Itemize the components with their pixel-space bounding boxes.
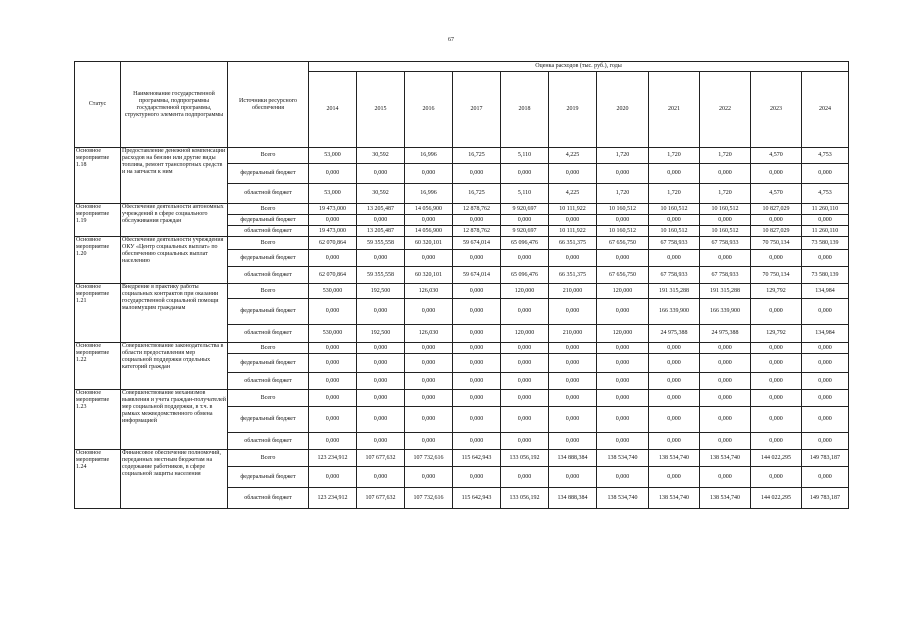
value-cell: 126,030 xyxy=(405,284,453,299)
value-cell: 5,110 xyxy=(501,148,549,164)
row-source: областной бюджет xyxy=(228,267,309,284)
value-cell: 115 642,943 xyxy=(453,488,501,509)
value-cell: 59 674,014 xyxy=(453,237,501,250)
value-cell: 0,000 xyxy=(751,433,802,450)
value-cell: 73 580,139 xyxy=(802,267,849,284)
row-source: областной бюджет xyxy=(228,488,309,509)
value-cell: 0,000 xyxy=(700,433,751,450)
value-cell: 0,000 xyxy=(357,299,405,325)
value-cell: 210,000 xyxy=(549,325,597,343)
header-year: 2018 xyxy=(501,72,549,148)
value-cell: 0,000 xyxy=(597,343,649,354)
value-cell: 0,000 xyxy=(453,354,501,373)
value-cell: 530,000 xyxy=(309,284,357,299)
table-row xyxy=(75,237,849,250)
header-year: 2016 xyxy=(405,72,453,148)
value-cell: 0,000 xyxy=(309,343,357,354)
value-cell: 0,000 xyxy=(700,390,751,407)
value-cell: 0,000 xyxy=(357,250,405,267)
row-name: Внедрение в практику работы социальных контрактов при оказании государственной социальной помощи малоимущим гражданам xyxy=(121,284,228,343)
value-cell: 12 878,762 xyxy=(453,204,501,215)
value-cell: 53,000 xyxy=(309,184,357,204)
row-status: Основное мероприятие 1.22 xyxy=(75,343,121,390)
row-name: Совершенствование механизмов выявления и учета граждан-получателей мер социальной поддержки, в т.ч. в рамках межведомственного обмена информацией xyxy=(121,390,228,450)
value-cell: 13 205,487 xyxy=(357,204,405,215)
value-cell: 0,000 xyxy=(453,467,501,488)
value-cell: 14 056,900 xyxy=(405,226,453,237)
value-cell: 0,000 xyxy=(453,433,501,450)
value-cell: 1,720 xyxy=(700,184,751,204)
value-cell: 30,592 xyxy=(357,148,405,164)
value-cell: 0,000 xyxy=(453,343,501,354)
value-cell: 134,984 xyxy=(802,325,849,343)
header-year: 2020 xyxy=(597,72,649,148)
value-cell: 0,000 xyxy=(357,164,405,184)
value-cell: 0,000 xyxy=(597,215,649,226)
value-cell: 4,570 xyxy=(751,184,802,204)
value-cell: 0,000 xyxy=(649,250,700,267)
value-cell: 144 022,295 xyxy=(751,450,802,467)
value-cell: 0,000 xyxy=(309,407,357,433)
value-cell: 10 111,922 xyxy=(549,226,597,237)
value-cell: 192,500 xyxy=(357,284,405,299)
value-cell: 70 750,134 xyxy=(751,237,802,250)
value-cell: 123 234,912 xyxy=(309,450,357,467)
value-cell: 0,000 xyxy=(453,373,501,390)
value-cell: 0,000 xyxy=(357,433,405,450)
value-cell: 0,000 xyxy=(405,373,453,390)
value-cell: 0,000 xyxy=(700,164,751,184)
value-cell: 0,000 xyxy=(802,354,849,373)
value-cell: 0,000 xyxy=(453,407,501,433)
value-cell: 0,000 xyxy=(453,215,501,226)
header-year: 2023 xyxy=(751,72,802,148)
row-source: федеральный бюджет xyxy=(228,215,309,226)
value-cell: 0,000 xyxy=(501,343,549,354)
value-cell: 138 534,740 xyxy=(597,488,649,509)
row-name: Совершенствование законодательства в области предоставления мер социальной поддержки отдельных категорий граждан xyxy=(121,343,228,390)
value-cell: 0,000 xyxy=(597,407,649,433)
value-cell: 24 975,388 xyxy=(649,325,700,343)
row-status: Основное мероприятие 1.18 xyxy=(75,148,121,204)
value-cell: 1,720 xyxy=(700,148,751,164)
value-cell: 4,225 xyxy=(549,148,597,164)
row-name: Предоставление денежной компенсации расходов на бензин или другие виды топлива, ремонт транспортных средств и на запчасти к ним xyxy=(121,148,228,204)
value-cell: 0,000 xyxy=(751,164,802,184)
value-cell: 0,000 xyxy=(405,299,453,325)
value-cell: 0,000 xyxy=(453,325,501,343)
value-cell: 149 783,187 xyxy=(802,450,849,467)
value-cell: 133 056,192 xyxy=(501,488,549,509)
value-cell: 0,000 xyxy=(405,407,453,433)
value-cell: 138 534,740 xyxy=(649,450,700,467)
value-cell: 0,000 xyxy=(802,373,849,390)
value-cell: 129,792 xyxy=(751,284,802,299)
value-cell: 0,000 xyxy=(357,390,405,407)
row-name: Финансовое обеспечение полномочий, переданных местным бюджетам на содержание работников, в сфере социальной защиты населения xyxy=(121,450,228,509)
value-cell: 0,000 xyxy=(802,467,849,488)
value-cell: 0,000 xyxy=(405,467,453,488)
value-cell: 0,000 xyxy=(597,250,649,267)
value-cell: 67 758,933 xyxy=(700,237,751,250)
value-cell: 0,000 xyxy=(649,164,700,184)
value-cell: 0,000 xyxy=(453,299,501,325)
value-cell: 0,000 xyxy=(802,390,849,407)
value-cell: 16,996 xyxy=(405,184,453,204)
value-cell: 59 674,014 xyxy=(453,267,501,284)
value-cell: 0,000 xyxy=(501,433,549,450)
value-cell: 134,984 xyxy=(802,284,849,299)
value-cell: 120,000 xyxy=(501,284,549,299)
value-cell: 10 160,512 xyxy=(649,204,700,215)
row-source: Всего xyxy=(228,284,309,299)
value-cell: 0,000 xyxy=(597,390,649,407)
value-cell: 0,000 xyxy=(405,354,453,373)
value-cell: 10 827,029 xyxy=(751,204,802,215)
value-cell: 0,000 xyxy=(751,215,802,226)
value-cell: 0,000 xyxy=(501,407,549,433)
row-source: Всего xyxy=(228,148,309,164)
value-cell: 0,000 xyxy=(700,343,751,354)
row-source: областной бюджет xyxy=(228,226,309,237)
value-cell: 11 260,110 xyxy=(802,226,849,237)
value-cell: 0,000 xyxy=(649,373,700,390)
value-cell: 129,792 xyxy=(751,325,802,343)
value-cell: 0,000 xyxy=(309,433,357,450)
page-number: 67 xyxy=(448,37,454,43)
value-cell: 0,000 xyxy=(597,299,649,325)
value-cell: 0,000 xyxy=(549,390,597,407)
value-cell: 62 070,864 xyxy=(309,267,357,284)
value-cell: 66 351,375 xyxy=(549,237,597,250)
value-cell: 0,000 xyxy=(802,215,849,226)
table-row xyxy=(75,343,849,354)
value-cell: 0,000 xyxy=(597,467,649,488)
value-cell: 0,000 xyxy=(501,467,549,488)
row-name: Обеспечение деятельности учреждения ОКУ «Центр социальных выплат» по обеспечению социальных выплат населению xyxy=(121,237,228,284)
value-cell: 10 827,029 xyxy=(751,226,802,237)
value-cell: 107 677,632 xyxy=(357,488,405,509)
value-cell: 1,720 xyxy=(597,148,649,164)
value-cell: 0,000 xyxy=(802,164,849,184)
value-cell: 0,000 xyxy=(549,250,597,267)
table-row xyxy=(75,148,849,164)
value-cell: 14 056,900 xyxy=(405,204,453,215)
value-cell: 0,000 xyxy=(357,467,405,488)
header-year: 2022 xyxy=(700,72,751,148)
value-cell: 73 580,139 xyxy=(802,237,849,250)
value-cell: 166 339,900 xyxy=(649,299,700,325)
value-cell: 0,000 xyxy=(357,215,405,226)
row-status: Основное мероприятие 1.21 xyxy=(75,284,121,343)
row-status: Основное мероприятие 1.23 xyxy=(75,390,121,450)
value-cell: 65 096,476 xyxy=(501,267,549,284)
table-row xyxy=(75,390,849,407)
value-cell: 1,720 xyxy=(649,148,700,164)
value-cell: 0,000 xyxy=(751,354,802,373)
value-cell: 0,000 xyxy=(405,343,453,354)
value-cell: 0,000 xyxy=(309,215,357,226)
row-source: федеральный бюджет xyxy=(228,164,309,184)
value-cell: 10 160,512 xyxy=(700,226,751,237)
value-cell: 67 656,750 xyxy=(597,237,649,250)
value-cell: 0,000 xyxy=(357,373,405,390)
value-cell: 191 315,288 xyxy=(649,284,700,299)
header-year: 2015 xyxy=(357,72,405,148)
value-cell: 1,720 xyxy=(649,184,700,204)
value-cell: 0,000 xyxy=(751,467,802,488)
value-cell: 0,000 xyxy=(649,354,700,373)
value-cell: 0,000 xyxy=(751,373,802,390)
value-cell: 133 056,192 xyxy=(501,450,549,467)
row-name: Обеспечение деятельности автономных учреждений в сфере социального обслуживания граждан xyxy=(121,204,228,237)
value-cell: 0,000 xyxy=(597,164,649,184)
header-estimate: Оценка расходов (тыс. руб.), годы xyxy=(309,62,849,72)
value-cell: 53,000 xyxy=(309,148,357,164)
value-cell: 4,225 xyxy=(549,184,597,204)
value-cell: 4,753 xyxy=(802,148,849,164)
value-cell: 126,030 xyxy=(405,325,453,343)
value-cell: 0,000 xyxy=(405,164,453,184)
value-cell: 67 758,933 xyxy=(649,267,700,284)
value-cell: 138 534,740 xyxy=(597,450,649,467)
value-cell: 0,000 xyxy=(597,373,649,390)
value-cell: 107 732,616 xyxy=(405,488,453,509)
value-cell: 0,000 xyxy=(802,407,849,433)
value-cell: 0,000 xyxy=(309,390,357,407)
row-source: Всего xyxy=(228,204,309,215)
value-cell: 120,000 xyxy=(597,325,649,343)
value-cell: 107 732,616 xyxy=(405,450,453,467)
value-cell: 149 783,187 xyxy=(802,488,849,509)
value-cell: 138 534,740 xyxy=(649,488,700,509)
value-cell: 0,000 xyxy=(649,433,700,450)
value-cell: 0,000 xyxy=(309,354,357,373)
value-cell: 0,000 xyxy=(549,467,597,488)
value-cell: 0,000 xyxy=(649,215,700,226)
value-cell: 60 320,101 xyxy=(405,267,453,284)
value-cell: 0,000 xyxy=(597,354,649,373)
value-cell: 67 656,750 xyxy=(597,267,649,284)
value-cell: 0,000 xyxy=(549,164,597,184)
value-cell: 19 473,000 xyxy=(309,204,357,215)
value-cell: 0,000 xyxy=(549,354,597,373)
value-cell: 0,000 xyxy=(751,390,802,407)
row-status: Основное мероприятие 1.19 xyxy=(75,204,121,237)
value-cell: 123 234,912 xyxy=(309,488,357,509)
value-cell: 0,000 xyxy=(309,299,357,325)
value-cell: 144 022,295 xyxy=(751,488,802,509)
value-cell: 30,592 xyxy=(357,184,405,204)
row-source: федеральный бюджет xyxy=(228,250,309,267)
value-cell: 13 205,487 xyxy=(357,226,405,237)
value-cell: 59 355,558 xyxy=(357,267,405,284)
row-source: Всего xyxy=(228,237,309,250)
value-cell: 0,000 xyxy=(501,299,549,325)
value-cell: 67 758,933 xyxy=(700,267,751,284)
header-year: 2021 xyxy=(649,72,700,148)
value-cell: 70 750,134 xyxy=(751,267,802,284)
table-row xyxy=(75,450,849,467)
header-status: Статус xyxy=(75,62,121,148)
value-cell: 0,000 xyxy=(802,343,849,354)
value-cell: 0,000 xyxy=(501,215,549,226)
value-cell: 0,000 xyxy=(700,373,751,390)
value-cell: 12 878,762 xyxy=(453,226,501,237)
value-cell: 0,000 xyxy=(700,467,751,488)
header-year: 2014 xyxy=(309,72,357,148)
row-source: Всего xyxy=(228,343,309,354)
value-cell: 0,000 xyxy=(700,250,751,267)
value-cell: 0,000 xyxy=(501,250,549,267)
value-cell: 11 260,110 xyxy=(802,204,849,215)
value-cell: 0,000 xyxy=(597,433,649,450)
value-cell: 0,000 xyxy=(357,354,405,373)
value-cell: 0,000 xyxy=(549,407,597,433)
value-cell: 0,000 xyxy=(549,373,597,390)
value-cell: 4,570 xyxy=(751,148,802,164)
value-cell: 0,000 xyxy=(700,354,751,373)
value-cell: 10 160,512 xyxy=(649,226,700,237)
value-cell: 65 096,476 xyxy=(501,237,549,250)
value-cell: 115 642,943 xyxy=(453,450,501,467)
value-cell: 0,000 xyxy=(649,407,700,433)
table-row xyxy=(75,204,849,215)
value-cell: 9 920,697 xyxy=(501,204,549,215)
value-cell: 59 355,558 xyxy=(357,237,405,250)
value-cell: 0,000 xyxy=(649,343,700,354)
value-cell: 0,000 xyxy=(649,467,700,488)
value-cell: 0,000 xyxy=(405,390,453,407)
value-cell: 9 920,697 xyxy=(501,226,549,237)
value-cell: 5,110 xyxy=(501,184,549,204)
value-cell: 0,000 xyxy=(453,164,501,184)
value-cell: 1,720 xyxy=(597,184,649,204)
value-cell: 0,000 xyxy=(405,433,453,450)
header-year: 2019 xyxy=(549,72,597,148)
value-cell: 210,000 xyxy=(549,284,597,299)
value-cell: 0,000 xyxy=(751,343,802,354)
value-cell: 0,000 xyxy=(649,390,700,407)
value-cell: 166 339,900 xyxy=(700,299,751,325)
value-cell: 19 473,000 xyxy=(309,226,357,237)
value-cell: 0,000 xyxy=(501,354,549,373)
value-cell: 134 888,384 xyxy=(549,450,597,467)
row-source: федеральный бюджет xyxy=(228,299,309,325)
value-cell: 0,000 xyxy=(802,250,849,267)
row-source: областной бюджет xyxy=(228,325,309,343)
value-cell: 0,000 xyxy=(802,433,849,450)
value-cell: 62 070,864 xyxy=(309,237,357,250)
value-cell: 0,000 xyxy=(405,215,453,226)
value-cell: 120,000 xyxy=(501,325,549,343)
budget-table xyxy=(74,61,849,509)
header-year: 2024 xyxy=(802,72,849,148)
value-cell: 0,000 xyxy=(309,373,357,390)
header-name: Наименование государственной программы, подпрограммы государственной программы, структурного элемента подпрограммы xyxy=(121,62,228,148)
value-cell: 0,000 xyxy=(309,250,357,267)
value-cell: 10 160,512 xyxy=(700,204,751,215)
value-cell: 138 534,740 xyxy=(700,450,751,467)
value-cell: 0,000 xyxy=(549,215,597,226)
value-cell: 138 534,740 xyxy=(700,488,751,509)
value-cell: 0,000 xyxy=(501,164,549,184)
value-cell: 16,996 xyxy=(405,148,453,164)
value-cell: 0,000 xyxy=(357,407,405,433)
row-source: областной бюджет xyxy=(228,184,309,204)
value-cell: 0,000 xyxy=(549,433,597,450)
value-cell: 10 160,512 xyxy=(597,204,649,215)
value-cell: 0,000 xyxy=(549,343,597,354)
value-cell: 0,000 xyxy=(309,164,357,184)
row-source: Всего xyxy=(228,390,309,407)
row-status: Основное мероприятие 1.24 xyxy=(75,450,121,509)
value-cell: 0,000 xyxy=(700,407,751,433)
row-source: Всего xyxy=(228,450,309,467)
value-cell: 0,000 xyxy=(501,390,549,407)
value-cell: 0,000 xyxy=(453,250,501,267)
value-cell: 66 351,375 xyxy=(549,267,597,284)
row-source: федеральный бюджет xyxy=(228,407,309,433)
value-cell: 0,000 xyxy=(700,215,751,226)
value-cell: 0,000 xyxy=(549,299,597,325)
value-cell: 120,000 xyxy=(597,284,649,299)
row-status: Основное мероприятие 1.20 xyxy=(75,237,121,284)
value-cell: 0,000 xyxy=(453,284,501,299)
row-source: федеральный бюджет xyxy=(228,354,309,373)
value-cell: 192,500 xyxy=(357,325,405,343)
value-cell: 191 315,288 xyxy=(700,284,751,299)
value-cell: 10 111,922 xyxy=(549,204,597,215)
header-year: 2017 xyxy=(453,72,501,148)
value-cell: 60 320,101 xyxy=(405,237,453,250)
value-cell: 16,725 xyxy=(453,184,501,204)
header-source: Источники ресурсного обеспечения xyxy=(228,62,309,148)
row-source: федеральный бюджет xyxy=(228,467,309,488)
value-cell: 16,725 xyxy=(453,148,501,164)
value-cell: 0,000 xyxy=(751,407,802,433)
value-cell: 0,000 xyxy=(802,299,849,325)
value-cell: 67 758,933 xyxy=(649,237,700,250)
value-cell: 0,000 xyxy=(405,250,453,267)
value-cell: 0,000 xyxy=(309,467,357,488)
value-cell: 0,000 xyxy=(751,299,802,325)
value-cell: 0,000 xyxy=(501,373,549,390)
value-cell: 10 160,512 xyxy=(597,226,649,237)
value-cell: 530,000 xyxy=(309,325,357,343)
value-cell: 0,000 xyxy=(453,390,501,407)
value-cell: 0,000 xyxy=(751,250,802,267)
value-cell: 4,753 xyxy=(802,184,849,204)
table-row xyxy=(75,284,849,299)
value-cell: 0,000 xyxy=(357,343,405,354)
value-cell: 24 975,388 xyxy=(700,325,751,343)
row-source: областной бюджет xyxy=(228,373,309,390)
value-cell: 134 888,384 xyxy=(549,488,597,509)
row-source: областной бюджет xyxy=(228,433,309,450)
value-cell: 107 677,632 xyxy=(357,450,405,467)
